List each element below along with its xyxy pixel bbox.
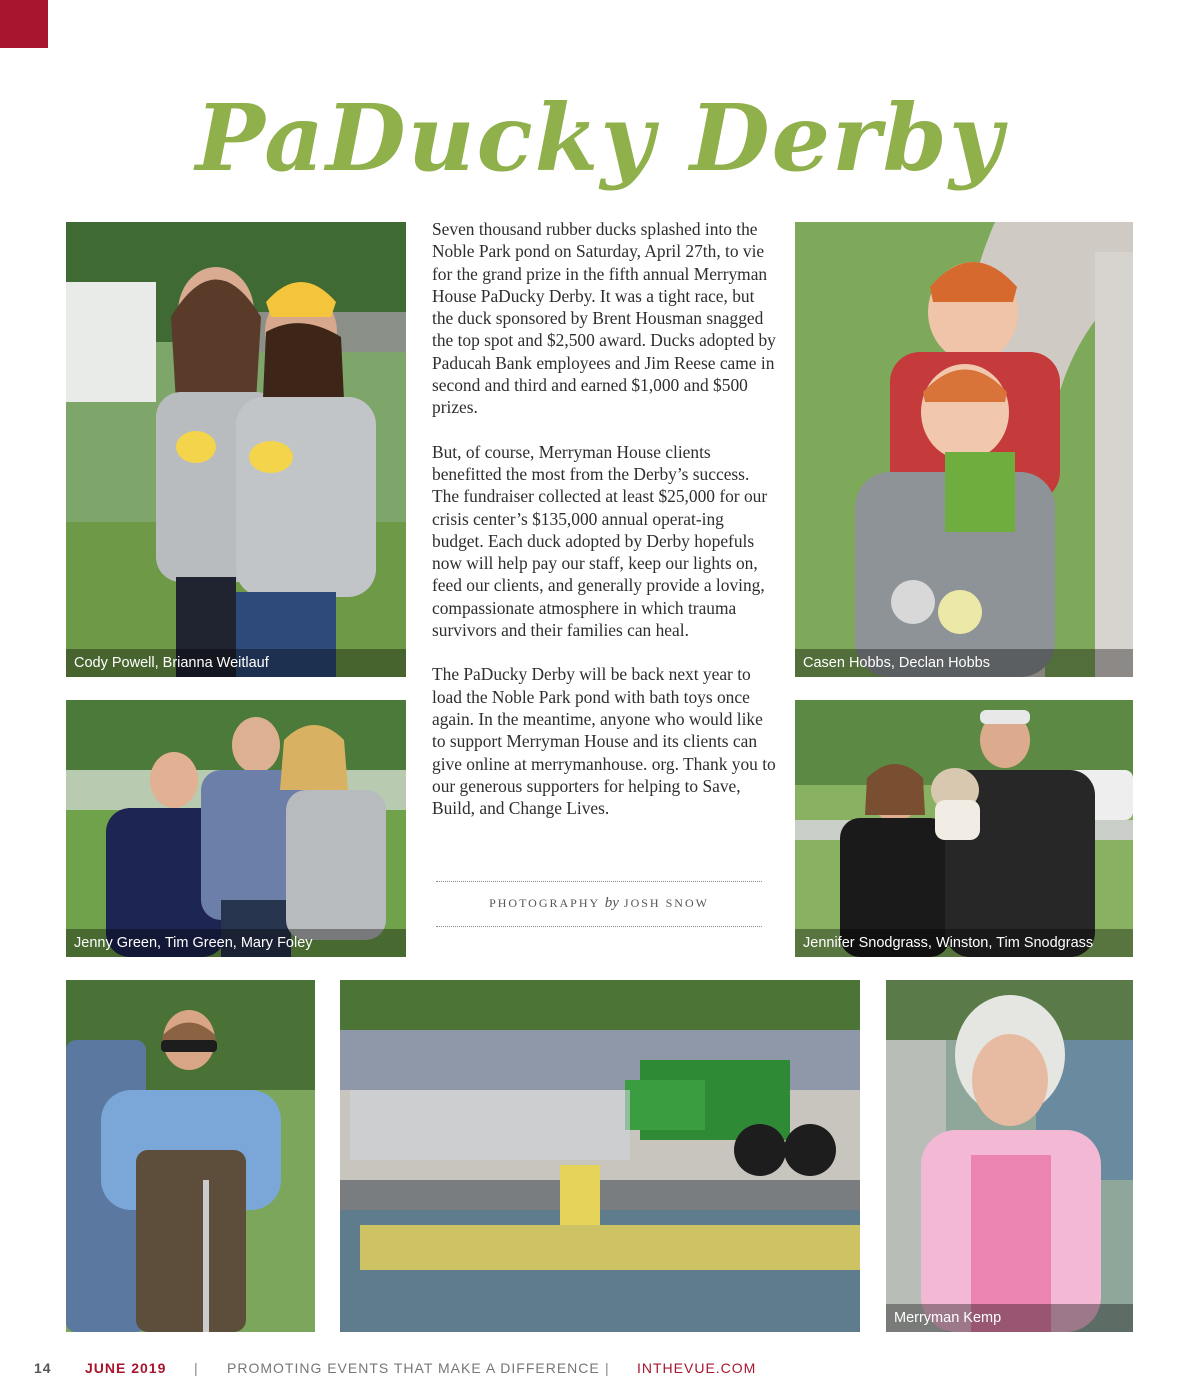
photo-caption: Jennifer Snodgrass, Winston, Tim Snodgrass <box>795 929 1133 957</box>
page-number: 14 <box>34 1360 52 1376</box>
photo-image <box>66 222 406 677</box>
photo-green-foley <box>66 700 406 957</box>
photo-image <box>795 222 1133 677</box>
photo-caption: Jenny Green, Tim Green, Mary Foley <box>66 929 406 957</box>
photo-image <box>66 980 315 1332</box>
photo-duck-drop <box>340 980 860 1332</box>
photo-caption: Merryman Kemp <box>886 1304 1133 1332</box>
photo-caption: Cody Powell, Brianna Weitlauf <box>66 649 406 677</box>
photo-image <box>795 700 1133 957</box>
page-title: PaDucky Derby <box>195 84 1005 192</box>
credit-by: by <box>604 895 619 911</box>
footer-separator: | <box>605 1360 610 1376</box>
photo-man-waders <box>66 980 315 1332</box>
photo-image <box>886 980 1133 1332</box>
photo-casen-declan <box>795 222 1133 677</box>
article-paragraph: The PaDucky Derby will be back next year to load the Noble Park pond with bath toys once again. In the meantime, anyone who would like to support Merryman House and its clients can give online at merrymanhouse. org. Thank you to our generous supporters for helping to Save, Build, and Change Lives. <box>432 664 776 819</box>
footer-site-link[interactable]: INTHEVUE.COM <box>637 1360 757 1376</box>
photo-image <box>340 980 860 1332</box>
credit-prefix: PHOTOGRAPHY <box>489 896 600 910</box>
divider <box>436 926 762 927</box>
article-paragraph: But, of course, Merryman House clients benefitted the most from the Derby’s success. The fundraiser collected at least $25,000 for our crisis center’s $135,000 annual operat-ing budget. Each duck adopted by Derby hopefuls now will help pay our staff, keep our lights on, feed our clients, and generally provide a loving, compassionate atmosphere in which trauma survivors and their families can heal. <box>432 441 768 641</box>
article-body <box>432 218 777 841</box>
divider <box>436 881 762 882</box>
photo-cody-brianna <box>66 222 406 677</box>
credit-name: JOSH SNOW <box>623 896 709 910</box>
issue-date: JUNE 2019 <box>85 1360 167 1376</box>
footer-tagline: PROMOTING EVENTS THAT MAKE A DIFFERENCE <box>227 1360 600 1376</box>
article-paragraph: Seven thousand rubber ducks splashed into the Noble Park pond on Saturday, April 27th, to vie for the grand prize in the fifth annual Merryman House PaDucky Derby. It was a tight race, but the duck sponsored by Brent Housman snagged the top spot and $2,500 award. Ducks adopted by Paducah Bank employees and Jim Reese came in second and third and earned $1,000 and $500 prizes. <box>432 219 776 418</box>
photo-credit <box>436 895 762 912</box>
photo-caption: Casen Hobbs, Declan Hobbs <box>795 649 1133 677</box>
footer-separator: | <box>194 1360 199 1376</box>
photo-image <box>66 700 406 957</box>
photo-merryman-kemp <box>886 980 1133 1332</box>
photo-snodgrass <box>795 700 1133 957</box>
corner-tab <box>0 0 48 48</box>
